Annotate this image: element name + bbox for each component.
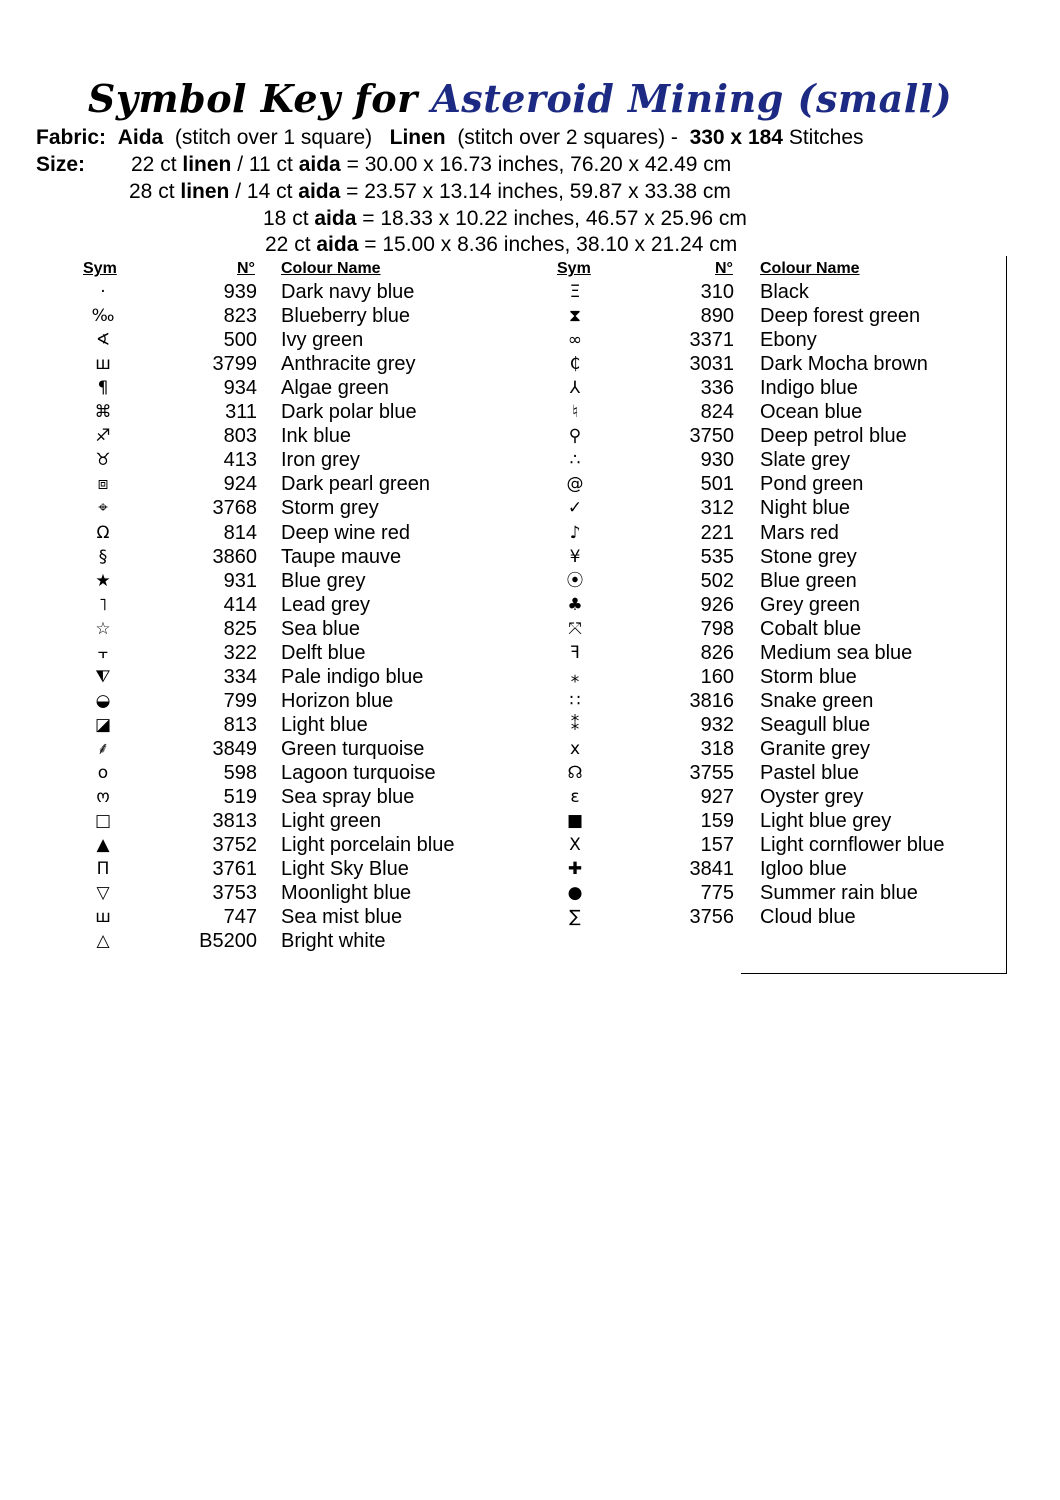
colour-name: Grey green [760, 593, 861, 616]
thread-number: 932 [700, 713, 734, 736]
thread-number: 3816 [689, 689, 734, 712]
symbol-glyph: ⁑ [570, 714, 580, 735]
fabric-line [36, 126, 864, 150]
colour-name: Seagull blue [760, 713, 871, 736]
size-count: / 11 ct [237, 153, 293, 176]
thread-number: 3761 [212, 858, 257, 881]
size-count: 22 ct [265, 233, 311, 256]
thread-number: 934 [223, 377, 257, 400]
symbol-glyph: ♉ [95, 450, 111, 471]
colour-name: Deep petrol blue [760, 425, 907, 448]
thread-number: 3841 [689, 858, 734, 881]
colour-name: Deep wine red [281, 521, 410, 544]
thread-number: 159 [700, 810, 734, 833]
thread-number: 926 [700, 593, 734, 616]
symbol-glyph: ▲ [96, 835, 110, 856]
size-dimensions: = 30.00 x 16.73 inches, 76.20 x 42.49 cm [346, 153, 732, 176]
symbol-glyph: ⧗ [569, 306, 581, 327]
symbol-glyph: ⤧ [568, 618, 582, 639]
thread-number: 3031 [689, 353, 734, 376]
symbol-glyph: ♮ [571, 402, 579, 423]
size-line [131, 153, 731, 177]
thread-number: 798 [700, 617, 734, 640]
thread-number: 939 [223, 281, 257, 303]
thread-number: 3799 [212, 353, 257, 376]
colour-name: Summer rain blue [760, 882, 918, 905]
symbol-glyph: ⧈ [97, 474, 109, 495]
colour-name: Delft blue [281, 641, 366, 664]
symbol-glyph: ■ [566, 811, 584, 832]
colour-name: Ink blue [281, 425, 352, 448]
size-fabric: aida [298, 180, 341, 203]
symbol-glyph: ◪ [94, 714, 112, 735]
thread-number: 3753 [212, 882, 257, 905]
thread-number: 336 [700, 377, 734, 400]
fabric-aida-note: (stitch over 1 square) [174, 126, 373, 149]
symbol-glyph: Π [96, 859, 110, 880]
symbol-glyph: ꟻ [570, 642, 580, 663]
thread-number: 501 [700, 473, 734, 496]
thread-number: 3750 [689, 425, 734, 448]
colour-name: Dark Mocha brown [760, 353, 928, 376]
size-fabric: aida [298, 153, 341, 176]
title-prefix: Symbol Key for [87, 76, 418, 121]
size-label: Size: [36, 153, 86, 176]
colour-name: Stone grey [760, 545, 857, 568]
symbol-glyph: ♪ [569, 522, 581, 543]
thread-number: 519 [223, 786, 257, 809]
colour-name: Sea spray blue [281, 786, 415, 809]
symbol-glyph: ¥ [569, 546, 581, 567]
symbol-glyph: ⧨ [95, 666, 111, 687]
colour-name: Blue green [760, 569, 857, 592]
sym-header: Sym [557, 260, 591, 277]
stitch-label: Stitches [788, 126, 864, 149]
symbol-glyph: ✓ [567, 498, 583, 519]
sym-header: Sym [83, 260, 117, 277]
thread-number: 3860 [212, 545, 257, 568]
thread-number: 823 [223, 305, 257, 328]
stitch-count: 330 x 184 [689, 126, 783, 149]
thread-number: 3849 [212, 737, 257, 760]
colour-name: Storm grey [281, 497, 379, 520]
thread-number: 500 [223, 329, 257, 352]
colour-name: Light blue grey [760, 810, 892, 833]
thread-number: 3768 [212, 497, 257, 520]
symbol-glyph: ¶ [97, 378, 109, 399]
thread-number: 924 [223, 473, 257, 496]
colour-name: Bright white [281, 930, 386, 953]
colour-name: Algae green [281, 377, 389, 400]
colour-name: Ivy green [281, 329, 364, 352]
thread-number: 322 [223, 641, 257, 664]
thread-number: 318 [700, 737, 734, 760]
colour-name: Ocean blue [760, 401, 863, 424]
colour-name: Dark polar blue [281, 401, 417, 424]
colour-name: Indigo blue [760, 377, 858, 400]
size-line [263, 207, 747, 231]
thread-number: 312 [700, 497, 734, 520]
symbol-glyph: ⌘ [94, 402, 112, 423]
colour-name: Anthracite grey [281, 353, 416, 376]
symbol-glyph: ♐ [95, 426, 111, 447]
symbol-glyph: ⌖ [98, 498, 108, 519]
thread-number: 413 [223, 449, 257, 472]
thread-number: 813 [223, 713, 257, 736]
size-line [129, 180, 731, 204]
colour-name: Green turquoise [281, 737, 425, 760]
thread-number: 826 [700, 641, 734, 664]
size-count: 22 ct [131, 153, 177, 176]
num-header: N° [237, 260, 255, 277]
symbol-glyph: ₵ [569, 354, 581, 375]
symbol-glyph: □ [94, 811, 112, 832]
colour-name: Lagoon turquoise [281, 762, 436, 784]
fabric-linen: Linen [389, 126, 446, 149]
colour-name: Cobalt blue [760, 617, 862, 640]
colour-name: Light Sky Blue [281, 858, 409, 881]
thread-number: 814 [223, 521, 257, 544]
thread-number: 3755 [689, 762, 734, 784]
size-count: 18 ct [263, 207, 309, 230]
size-line [265, 233, 737, 257]
symbol-glyph: ⁎ [570, 666, 580, 687]
size-dimensions: = 15.00 x 8.36 inches, 38.10 x 21.24 cm [364, 233, 738, 256]
symbol-glyph: ⅄ [569, 378, 581, 399]
num-header: N° [715, 260, 733, 277]
thread-number: 414 [223, 593, 257, 616]
thread-number: 535 [700, 545, 734, 568]
colour-name: Storm blue [760, 665, 857, 688]
thread-number: 3371 [689, 329, 734, 352]
symbol-glyph: ⚲ [568, 426, 582, 447]
symbol-glyph: Ω [96, 522, 110, 543]
thread-number: 598 [223, 762, 257, 784]
thread-number: 824 [700, 401, 734, 424]
colour-name: Black [760, 281, 809, 303]
thread-number: 3752 [212, 834, 257, 857]
symbol-glyph: ⦿ [566, 570, 584, 591]
colour-name: Horizon blue [281, 689, 394, 712]
thread-number: 931 [223, 569, 257, 592]
colour-name-header: Colour Name [281, 260, 381, 277]
size-fabric: linen [180, 180, 230, 203]
thread-number: 803 [223, 425, 257, 448]
colour-name: Medium sea blue [760, 641, 913, 664]
size-count: 28 ct [129, 180, 175, 203]
colour-name: Snake green [760, 689, 874, 712]
size-dimensions: = 18.33 x 10.22 inches, 46.57 x 25.96 cm [362, 207, 747, 230]
symbol-glyph: ε [570, 787, 580, 808]
symbol-glyph: ш [95, 354, 111, 375]
symbol-glyph: ∷ [569, 690, 581, 711]
colour-name: Granite grey [760, 737, 871, 760]
thread-number: 3756 [689, 906, 734, 929]
symbol-glyph: ☊ [567, 763, 583, 783]
size-dimensions: = 23.57 x 13.14 inches, 59.87 x 33.38 cm [346, 180, 731, 203]
thread-number: 311 [225, 401, 257, 424]
thread-number: 890 [700, 305, 734, 328]
symbol-glyph: ‰ [91, 306, 115, 327]
symbol-glyph: x [569, 738, 581, 759]
symbol-glyph: ♣ [567, 594, 583, 615]
colour-name: Sea mist blue [281, 906, 403, 929]
symbol-glyph: ∴ [569, 450, 581, 471]
symbol-glyph: ∑ [569, 907, 581, 928]
thread-number: 3813 [212, 810, 257, 833]
size-count: / 14 ct [235, 180, 293, 203]
colour-name: Cloud blue [760, 906, 856, 929]
thread-number: 747 [223, 906, 257, 929]
fabric-linen-note: (stitch over 2 squares) - [457, 126, 678, 149]
symbol-glyph: △ [96, 931, 110, 952]
pattern-name: Asteroid Mining (small) [431, 76, 953, 121]
symbol-glyph: @ [566, 474, 584, 495]
colour-name: Taupe mauve [281, 545, 402, 568]
colour-name: Blue grey [281, 569, 366, 592]
symbol-glyph: ∢ [95, 330, 111, 351]
size-fabric: linen [182, 153, 232, 176]
size-fabric: aida [314, 207, 357, 230]
colour-name: Blueberry blue [281, 305, 410, 328]
bottom-border [741, 973, 1007, 974]
colour-name: Lead grey [281, 593, 370, 616]
symbol-glyph: ▽ [96, 883, 110, 904]
symbol-glyph: ● [567, 883, 583, 904]
symbol-glyph: ο [97, 763, 109, 783]
thread-number: 160 [700, 665, 734, 688]
thread-number: 310 [700, 281, 734, 303]
symbol-glyph: ˥ [98, 594, 108, 615]
right-border [1006, 256, 1007, 974]
colour-name: Light porcelain blue [281, 834, 455, 857]
colour-name: Pond green [760, 473, 864, 496]
symbol-glyph: ო [96, 787, 110, 808]
colour-name: Light blue [281, 713, 368, 736]
symbol-glyph: · [100, 282, 106, 302]
thread-number: 825 [223, 617, 257, 640]
symbol-glyph: ◒ [95, 690, 111, 711]
symbol-glyph: ꟺ [95, 907, 111, 928]
colour-name-header: Colour Name [760, 260, 860, 277]
symbol-glyph: ★ [95, 570, 111, 591]
thread-number: 930 [700, 449, 734, 472]
symbol-glyph: ∞ [567, 330, 583, 351]
thread-number: 157 [700, 834, 734, 857]
colour-name: Pale indigo blue [281, 665, 424, 688]
thread-number: 334 [223, 665, 257, 688]
fabric-aida: Aida [117, 126, 164, 149]
thread-number: 927 [700, 786, 734, 809]
colour-name: Moonlight blue [281, 882, 412, 905]
colour-name: Iron grey [281, 449, 360, 472]
symbol-glyph: ⫟ [97, 642, 109, 663]
colour-name: Light green [281, 810, 382, 833]
thread-number: 775 [700, 882, 734, 905]
colour-name: Light cornflower blue [760, 834, 945, 857]
size-fabric: aida [316, 233, 359, 256]
symbol-glyph: ✚ [567, 859, 583, 880]
colour-name: Deep forest green [760, 305, 921, 328]
symbol-glyph: Ⅹ [569, 835, 581, 856]
fabric-label: Fabric: [36, 126, 107, 149]
colour-name: Oyster grey [760, 786, 864, 809]
colour-name: Dark pearl green [281, 473, 430, 496]
symbol-glyph: § [98, 546, 108, 567]
colour-name: Slate grey [760, 449, 851, 472]
colour-name: Mars red [760, 521, 839, 544]
colour-name: Ebony [760, 329, 817, 352]
thread-number: B5200 [199, 930, 257, 953]
thread-number: 502 [700, 569, 734, 592]
thread-number: 799 [223, 689, 257, 712]
symbol-glyph: ☆ [95, 618, 111, 639]
symbol-glyph: Ξ [569, 282, 581, 302]
colour-name: Dark navy blue [281, 281, 415, 303]
colour-name: Sea blue [281, 617, 360, 640]
symbol-glyph: ⸙ [96, 738, 110, 759]
thread-number: 221 [700, 521, 734, 544]
colour-name: Night blue [760, 497, 851, 520]
colour-name: Pastel blue [760, 762, 859, 784]
colour-name: Igloo blue [760, 858, 847, 881]
page-title [0, 76, 1040, 121]
